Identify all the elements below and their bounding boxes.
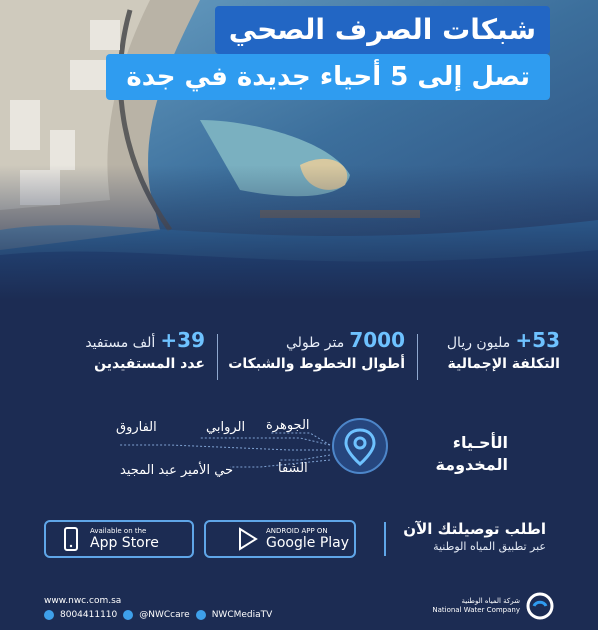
website-link[interactable]: www.nwc.com.sa xyxy=(44,596,122,606)
stat-beneficiaries-unit: ألف مستفيد xyxy=(85,335,156,351)
stat-beneficiaries xyxy=(45,328,205,386)
served-heading-line-2: المخدومة xyxy=(435,455,508,474)
twitter-icon xyxy=(123,610,133,620)
logo-arabic-text: شركة المياه الوطنية xyxy=(461,597,520,605)
headline-line-2: تصل إلى 5 أحياء جديدة في جدة xyxy=(106,54,550,100)
contact-footer xyxy=(44,594,272,622)
phone-icon xyxy=(60,526,82,552)
district-alshafa: الشفا xyxy=(278,461,308,476)
logo-english-text: National Water Company xyxy=(432,606,520,614)
cta-subtext: عبر تطبيق المياه الوطنية xyxy=(433,540,546,553)
stat-beneficiaries-number: 39+ xyxy=(160,328,205,352)
stat-cost-number: 53+ xyxy=(515,328,560,352)
stat-cost xyxy=(430,328,560,386)
company-logo xyxy=(432,592,554,620)
media-handle[interactable]: NWCMediaTV xyxy=(211,610,273,620)
stats-divider xyxy=(417,334,418,380)
google-play-button[interactable] xyxy=(204,520,356,558)
play-icon xyxy=(236,527,258,551)
cta-block xyxy=(403,520,546,553)
cta-headline: اطلب توصيلتك الآن xyxy=(403,520,546,538)
stats-row xyxy=(40,328,560,386)
served-districts-heading xyxy=(400,432,508,476)
district-alrawabi: الروابي xyxy=(206,420,246,435)
district-prince-abdulmajeed: حي الأمير عبد المجيد xyxy=(120,463,234,478)
headline-line-1: شبكات الصرف الصحي xyxy=(215,6,550,54)
google-play-small-text: ANDROID APP ON xyxy=(266,527,328,535)
served-heading-line-1: الأحـياء xyxy=(452,433,508,452)
stat-length-label: أطوال الخطوط والشبكات xyxy=(228,356,405,372)
stat-length xyxy=(225,328,405,386)
stat-cost-label: التكلفة الإجمالية xyxy=(447,356,560,372)
phone-number[interactable]: 8004411110 xyxy=(60,610,118,620)
cta-divider xyxy=(384,522,386,556)
app-store-button[interactable] xyxy=(44,520,194,558)
district-aljawhara: الجوهرة xyxy=(266,418,310,433)
district-alfarooq: الفاروق xyxy=(116,420,157,435)
stat-cost-unit: مليون ريال xyxy=(446,335,511,351)
app-store-small-text: Available on the xyxy=(90,527,147,535)
app-store-big-text: App Store xyxy=(90,535,159,551)
phone-icon xyxy=(44,610,54,620)
location-pin-icon xyxy=(330,418,390,478)
stat-beneficiaries-label: عدد المستفيدين xyxy=(94,356,205,372)
care-handle[interactable]: @NWCcare xyxy=(139,610,190,620)
nwc-logo-icon xyxy=(526,592,554,620)
stat-length-number: 7000 xyxy=(349,328,405,352)
youtube-icon xyxy=(196,610,206,620)
stat-length-unit: متر طولي xyxy=(286,335,345,351)
google-play-big-text: Google Play xyxy=(266,535,350,551)
stats-divider xyxy=(217,334,218,380)
